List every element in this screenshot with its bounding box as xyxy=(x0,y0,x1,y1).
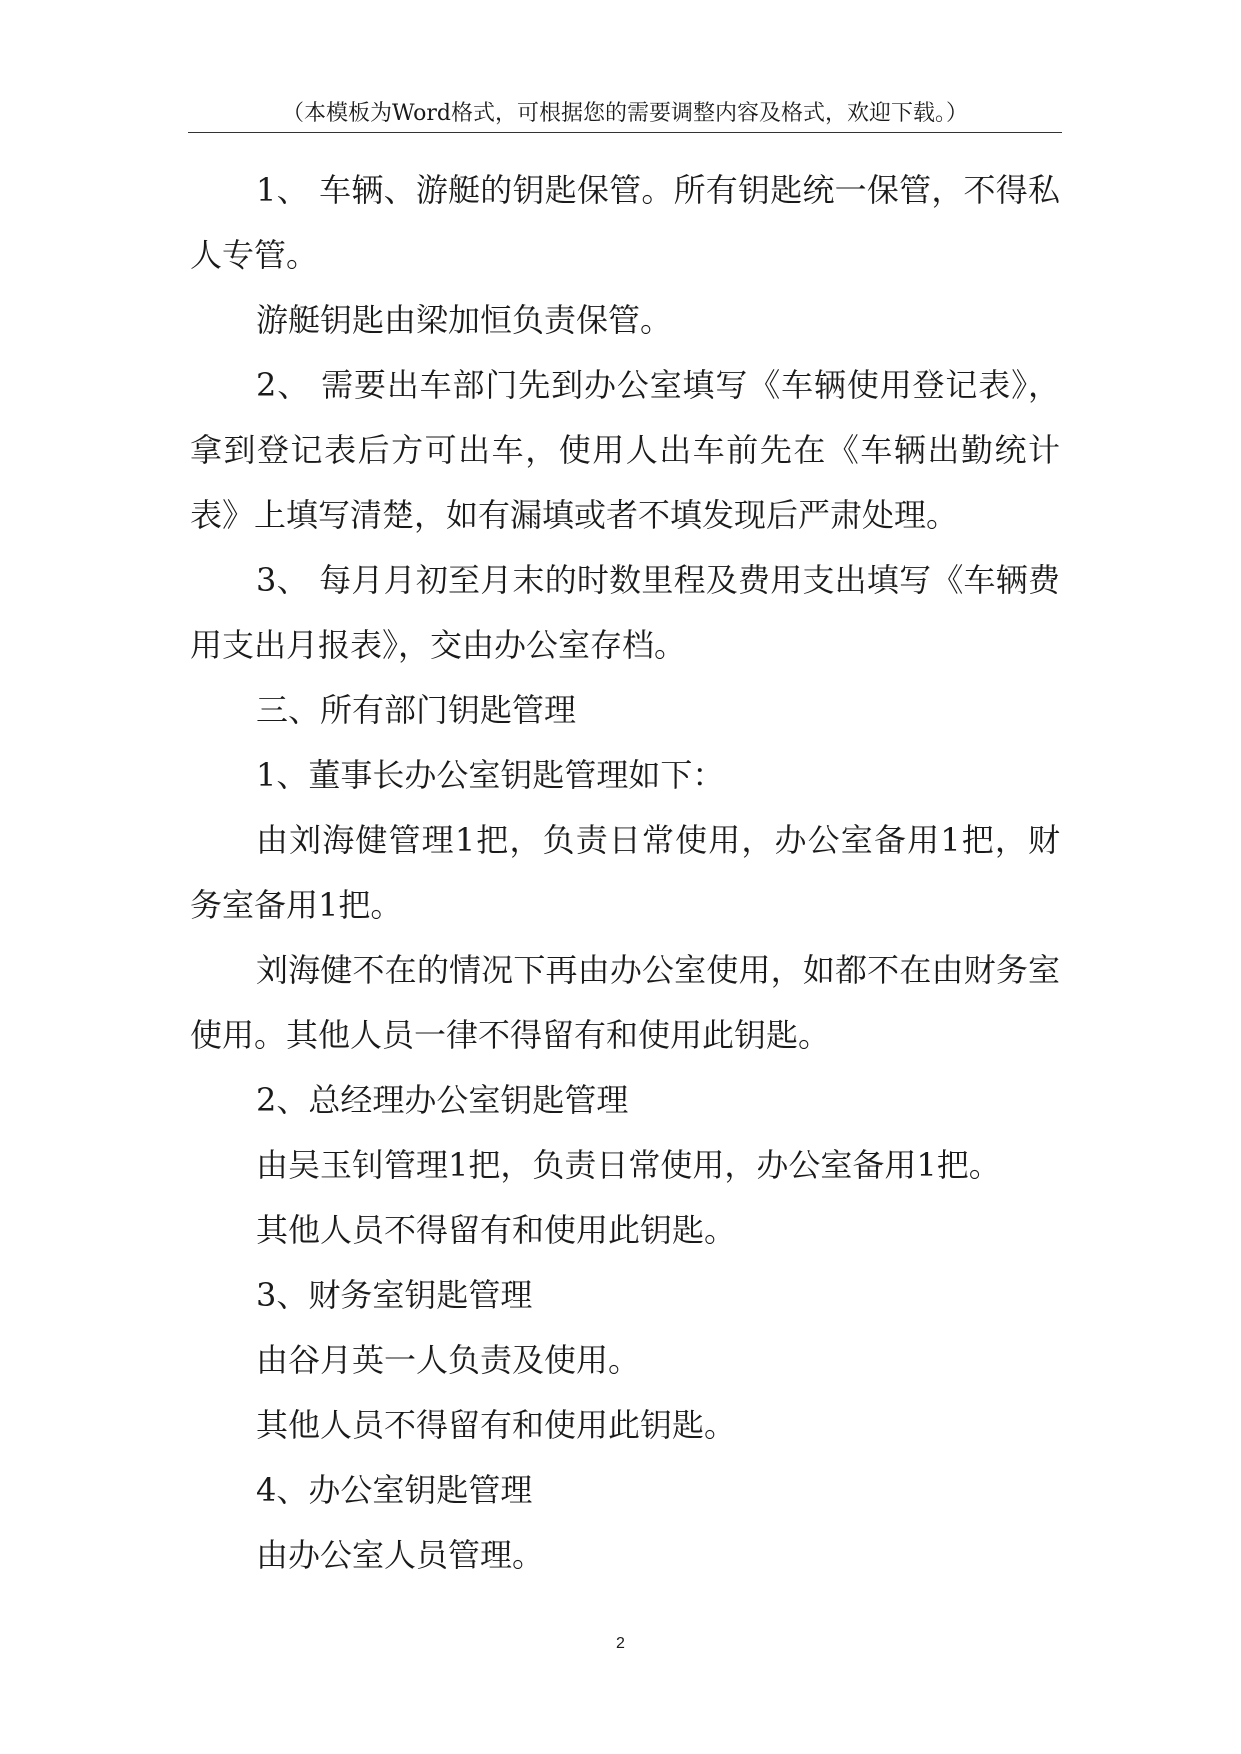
paragraph-finance-office-restriction: 其他人员不得留有和使用此钥匙。 xyxy=(256,1406,737,1444)
section-heading-department-keys: 三、所有部门钥匙管理 xyxy=(256,691,577,729)
paragraph-chairman-office-usage: 刘海健不在的情况下再由办公室使用，如都不在由财务室使用。其他人员一律不得留有和使用此钥匙。 xyxy=(190,951,1060,1054)
header-divider xyxy=(188,132,1062,133)
paragraph-admin-office-keys: 由办公室人员管理。 xyxy=(256,1536,545,1574)
paragraph-chairman-office-keys: 由刘海健管理1把，负责日常使用，办公室备用1把，财务室备用1把。 xyxy=(190,821,1060,924)
paragraph-monthly-report: 3、 每月月初至月末的时数里程及费用支出填写《车辆费用支出月报表》，交由办公室存档。 xyxy=(190,561,1060,664)
paragraph-finance-office-heading: 3、财务室钥匙管理 xyxy=(256,1276,533,1314)
paragraph-gm-office-keys: 由吴玉钊管理1把，负责日常使用，办公室备用1把。 xyxy=(256,1146,1001,1184)
paragraph-yacht-keys: 游艇钥匙由梁加恒负责保管。 xyxy=(256,301,673,339)
page-number: 2 xyxy=(616,1635,625,1652)
page-header-note: （本模板为Word格式，可根据您的需要调整内容及格式，欢迎下载。） xyxy=(282,101,968,126)
paragraph-vehicle-registration: 2、 需要出车部门先到办公室填写《车辆使用登记表》，拿到登记表后方可出车，使用人出车前先在《车辆出勤统计表》上填写清楚，如有漏填或者不填发现后严肃处理。 xyxy=(190,366,1060,534)
paragraph-admin-office-heading: 4、办公室钥匙管理 xyxy=(256,1471,533,1509)
paragraph-key-storage: 1、 车辆、游艇的钥匙保管。所有钥匙统一保管，不得私人专管。 xyxy=(190,171,1060,274)
paragraph-chairman-office-heading: 1、董事长办公室钥匙管理如下： xyxy=(256,756,725,794)
document-body xyxy=(190,158,1060,1588)
paragraph-finance-office-keys: 由谷月英一人负责及使用。 xyxy=(256,1341,641,1379)
paragraph-gm-office-restriction: 其他人员不得留有和使用此钥匙。 xyxy=(256,1211,737,1249)
paragraph-gm-office-heading: 2、总经理办公室钥匙管理 xyxy=(256,1081,629,1119)
